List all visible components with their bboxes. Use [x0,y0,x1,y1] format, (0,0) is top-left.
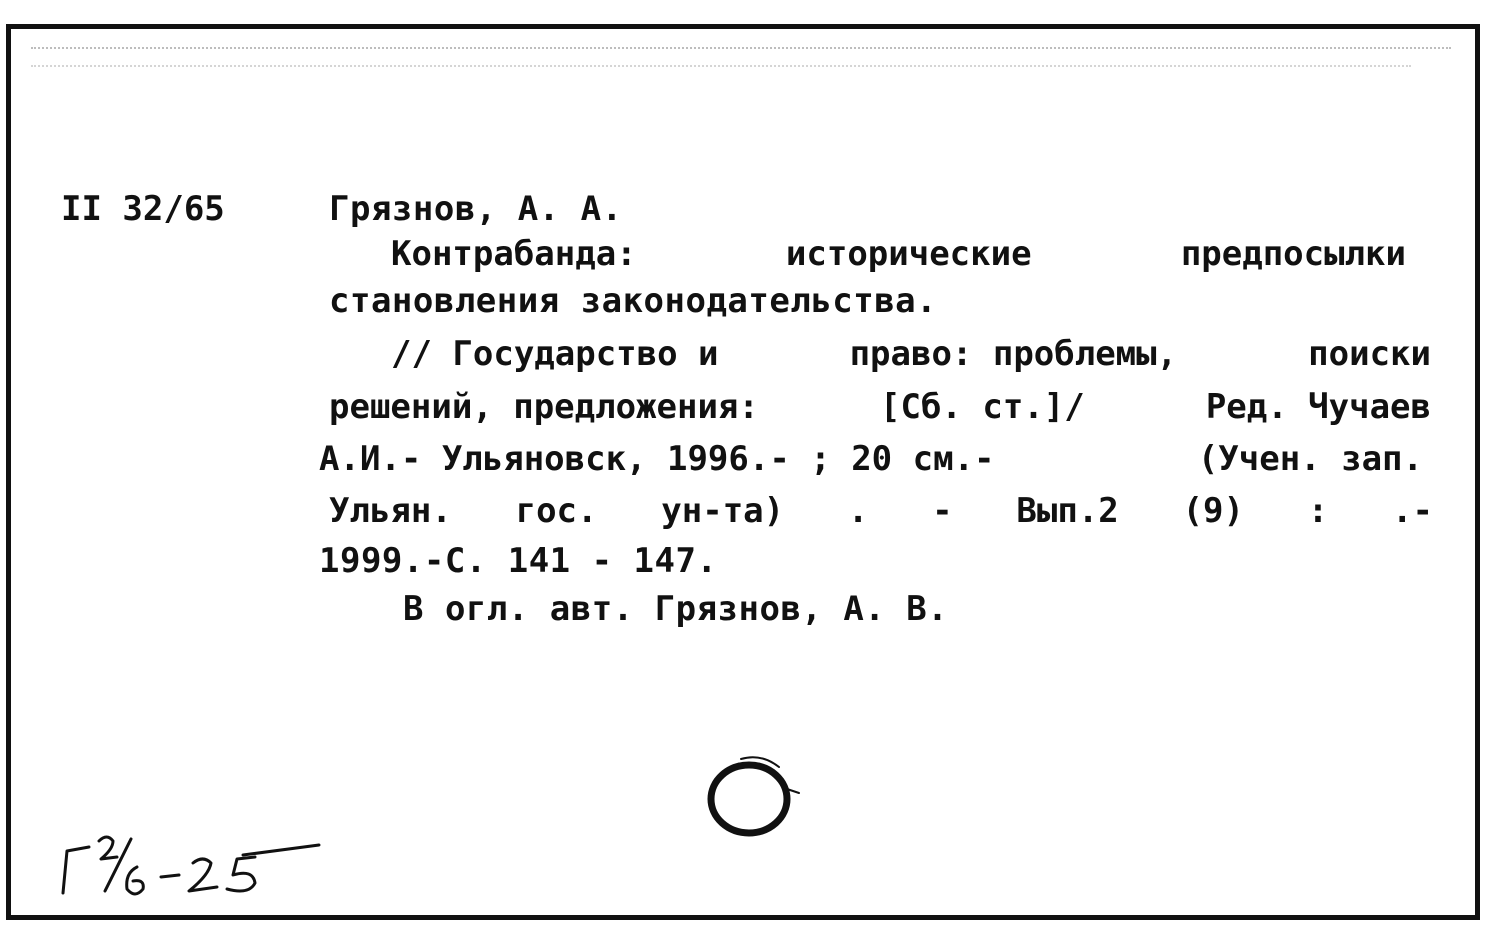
scan-noise [31,47,1451,49]
source-word: гос. [515,491,598,531]
source-word: Ред. Чучаев [1205,387,1431,427]
author-heading: Грязнов, А. А. [329,189,623,229]
ink-ring-stamp [691,739,811,849]
title-word: предпосылки [1180,234,1406,274]
source-word: право: проблемы, [849,334,1178,374]
handwritten-mark [41,829,341,929]
title-word: исторические [785,234,1032,274]
scan-noise [31,65,1411,67]
source-word: Вып.2 [1016,491,1119,531]
source-word: ун-та) [661,491,785,531]
title-line-1 [391,234,1406,274]
source-word: А.И.- Ульяновск, 1996.- ; 20 см.- [319,439,995,479]
source-word: - [932,491,953,531]
source-line-4 [329,491,1433,531]
source-word: [Сб. ст.]/ [880,387,1085,427]
source-word: . [847,491,869,531]
source-line-3 [319,439,1423,479]
catalog-card [6,24,1480,920]
shelfmark: II 32/65 [61,189,225,229]
source-word: (9) [1182,491,1244,531]
title-word: Контрабанда: [391,234,637,274]
title-line-2: становления законодательства. [329,281,938,321]
source-line-1 [391,334,1431,374]
source-word: (Учен. зап. [1197,439,1423,479]
note-line: В огл. авт. Грязнов, А. В. [403,589,949,629]
source-word: поиски [1308,334,1431,374]
source-line-5: 1999.-С. 141 - 147. [319,541,718,581]
source-word: // Государство и [391,334,719,374]
source-word: решений, предложения: [329,387,759,427]
source-word: Ульян. [329,491,452,531]
source-word: .- [1392,491,1433,531]
source-word: : [1307,491,1329,531]
source-line-2 [329,387,1431,427]
